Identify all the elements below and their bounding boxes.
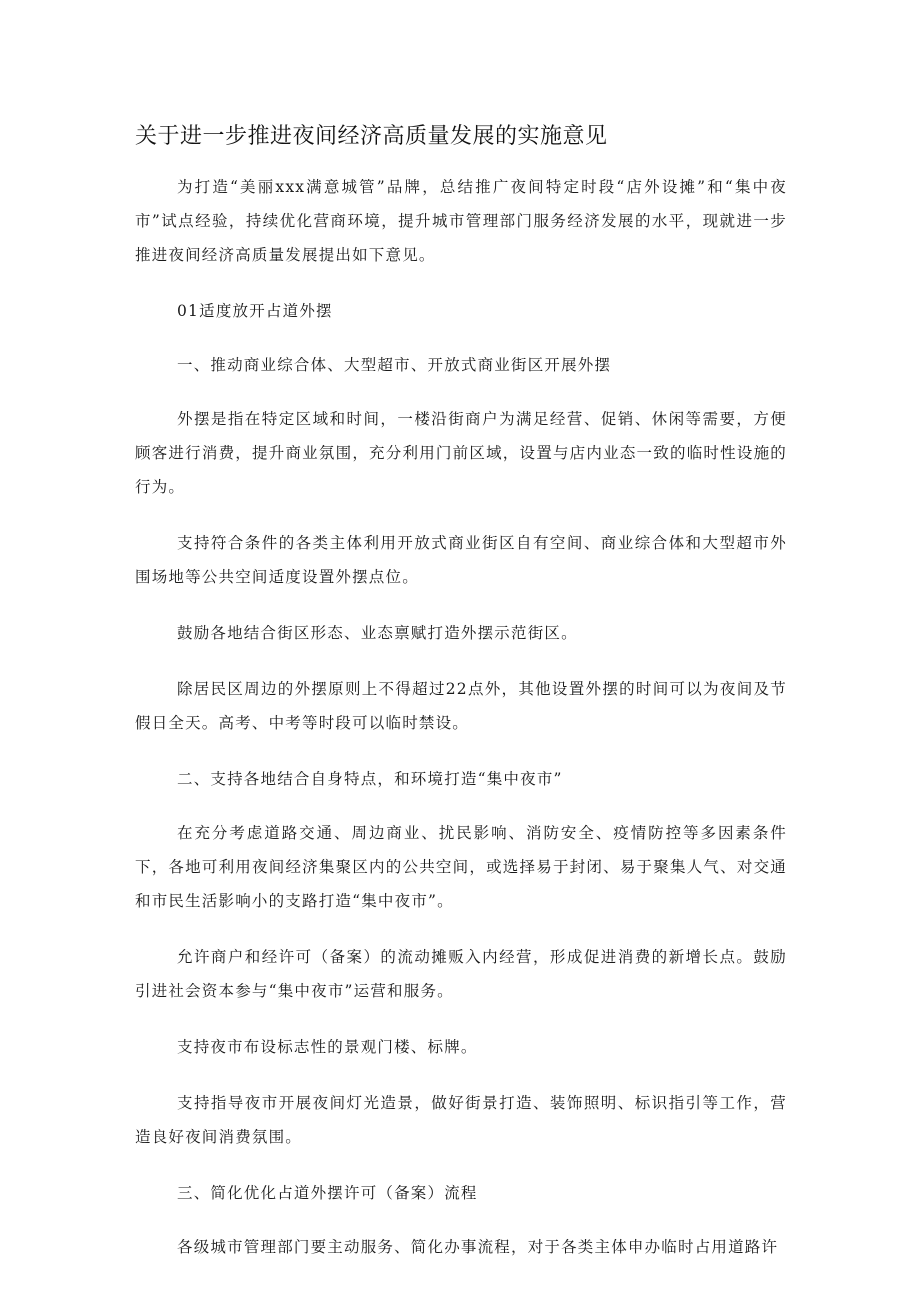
body-paragraph: 在充分考虑道路交通、周边商业、扰民影响、消防安全、疫情防控等多因素条件下，各地可利用夜间经济集聚区内的公共空间，或选择易于封闭、易于聚集人气、对交通和市民生活影响小的支路打造“集中夜市”。 [135,824,787,910]
body-paragraph: 鼓励各地结合街区形态、业态禀赋打造外摆示范街区。 [177,624,578,642]
body-paragraph: 各级城市管理部门要主动服务、简化办事流程，对于各类主体申办临时占用道路许 [177,1238,779,1256]
subsection-heading-3: 三、简化优化占道外摆许可（备案）流程 [177,1184,478,1202]
body-paragraph: 外摆是指在特定区域和时间，一楼沿街商户为满足经营、促销、休闲等需要，方便顾客进行消费，提升商业氛围，充分利用门前区域，设置与店内业态一致的临时性设施的行为。 [135,410,787,496]
intro-paragraph: 为打造“美丽xxx满意城管”品牌，总结推广夜间特定时段“店外设摊”和“集中夜市”试点经验，持续优化营商环境，提升城市管理部门服务经济发展的水平，现就进一步推进夜间经济高质量发展提出如下意见。 [135,178,787,264]
body-paragraph: 支持夜市布设标志性的景观门楼、标牌。 [177,1038,478,1056]
subsection-heading-2: 二、支持各地结合自身特点，和环境打造“集中夜市” [177,770,563,788]
document-body [135,170,787,1286]
subsection-heading-1: 一、推动商业综合体、大型超市、开放式商业街区开展外摆 [177,356,612,374]
body-paragraph: 支持符合条件的各类主体利用开放式商业街区自有空间、商业综合体和大型超市外围场地等公共空间适度设置外摆点位。 [135,534,787,586]
section-heading-01: 01适度放开占道外摆 [177,302,333,320]
document-title: 关于进一步推进夜间经济高质量发展的实施意见 [135,124,608,149]
body-paragraph: 支持指导夜市开展夜间灯光造景，做好街景打造、装饰照明、标识指引等工作，营造良好夜间消费氛围。 [135,1094,787,1146]
body-paragraph: 除居民区周边的外摆原则上不得超过22点外，其他设置外摆的时间可以为夜间及节假日全天。高考、中考等时段可以临时禁设。 [135,680,787,732]
body-paragraph: 允许商户和经许可（备案）的流动摊贩入内经营，形成促进消费的新增长点。鼓励引进社会资本参与“集中夜市”运营和服务。 [135,948,787,1000]
